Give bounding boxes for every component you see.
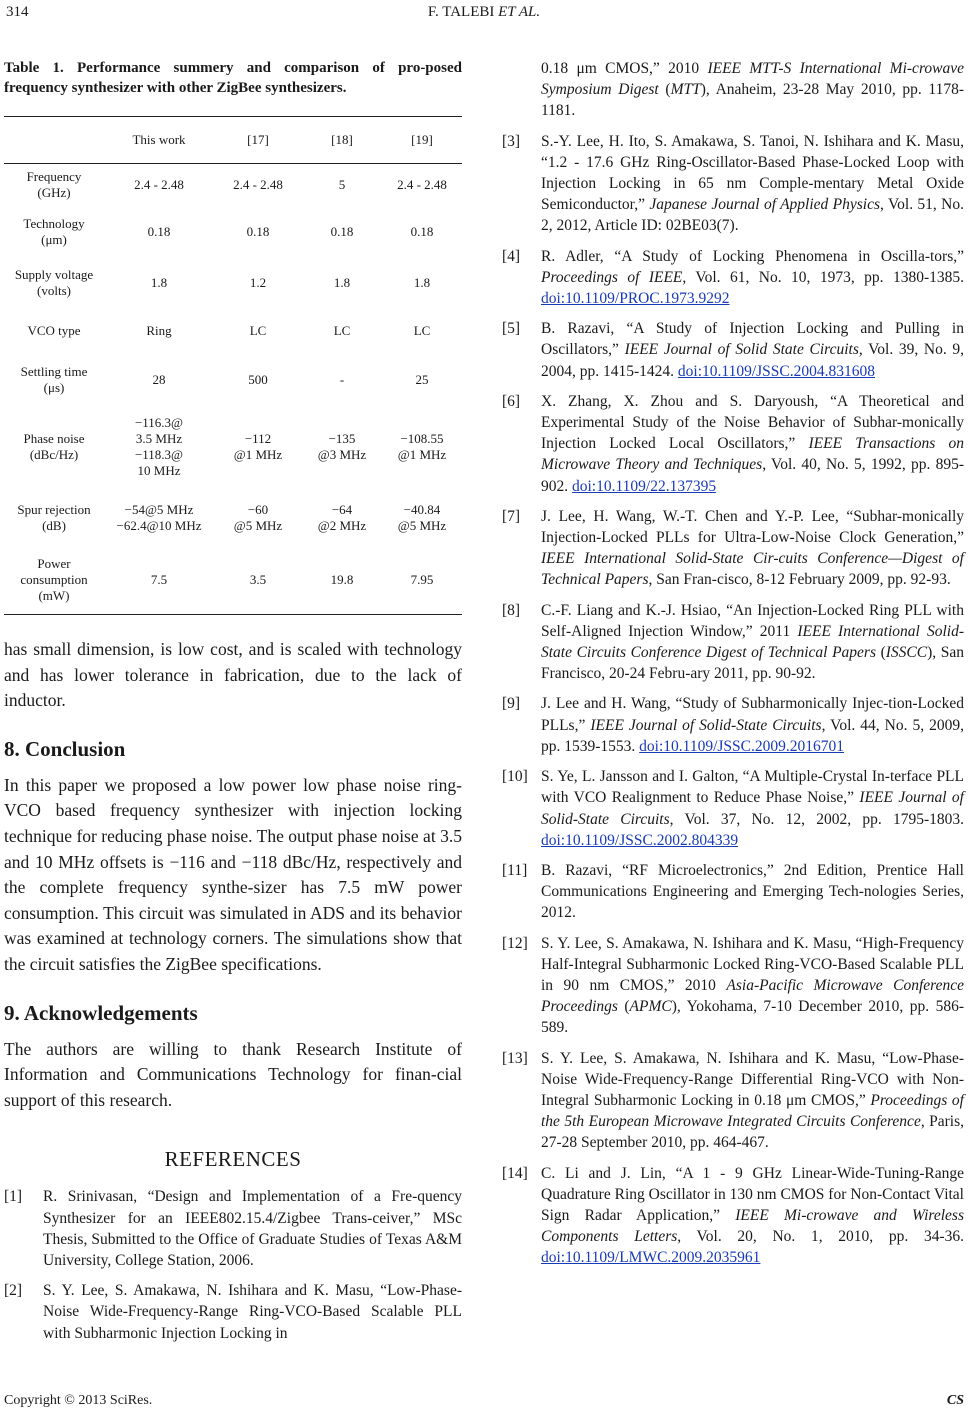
row-label-line: (μs) — [43, 379, 65, 395]
reference-text: , Vol. 40, No. 5, 1992, pp. 895-902. — [541, 456, 964, 495]
row-label-line: VCO type — [27, 323, 81, 338]
table-cell — [302, 257, 382, 308]
reference-number: [10] — [502, 768, 528, 786]
copyright-notice: Copyright © 2013 SciRes. — [4, 1393, 153, 1408]
row-label-cell — [4, 546, 104, 615]
page-header — [0, 0, 968, 40]
row-label-line: (dB) — [42, 517, 66, 533]
table-cell — [382, 546, 462, 615]
right-column — [502, 58, 964, 1278]
table-cell — [382, 164, 462, 207]
reference-text: 0.18 μm CMOS,” 2010 — [541, 60, 708, 77]
row-label-cell — [4, 206, 104, 257]
reference-number: [2] — [4, 1282, 23, 1300]
reference-number: [13] — [502, 1049, 528, 1067]
table-cell-line: @3 MHz — [317, 447, 367, 462]
references-heading: REFERENCES — [164, 1147, 302, 1172]
reference-venue: IEEE Journal of Solid State Circuits — [624, 341, 859, 359]
acknowledgements-heading: 9. Acknowledgements — [4, 1000, 198, 1025]
table-cell-line: 2.4 - 2.48 — [233, 177, 283, 192]
reference-text: S. Y. Lee, S. Amakawa, N. Ishihara and K. Masu, “Low-Phase-Noise Wide-Frequency-Range Ring-VCO-Based Scalable PLL with Subharmonic Injection Locking in — [43, 1282, 462, 1342]
table-cell-line: @1 MHz — [397, 447, 447, 462]
row-label-cell — [4, 308, 104, 354]
reference-text: S. Y. Lee, S. Amakawa, N. Ishihara and K. Masu, “High-Frequency Half-Integral Subharmonic Locked Ring-VCO-Based Scalable PLL in 90 nm CMOS,” 2010 — [541, 934, 964, 994]
table-cell — [302, 206, 382, 257]
doi-link[interactable]: doi:10.1109/LMWC.2009.2035961 — [541, 1249, 761, 1267]
table-row — [4, 308, 462, 354]
reference-venue: Proceedings of IEEE — [541, 268, 683, 286]
table-cell — [214, 308, 302, 354]
table-cell-line: LC — [413, 323, 431, 338]
table-caption: Table 1. Performance summery and comparison of pro-posed frequency synthesizer with other ZigBee synthesizers. — [4, 60, 462, 96]
reference-entry — [502, 391, 964, 497]
reference-venue: IEEE Journal of Solid-State Circuits — [590, 716, 822, 734]
doi-link[interactable]: doi:10.1109/PROC.1973.9292 — [541, 290, 730, 308]
table-cell-line: −54@5 MHz — [124, 501, 194, 517]
reference-number: [12] — [502, 934, 528, 952]
references-list-left — [4, 1186, 462, 1343]
conclusion-heading: 8. Conclusion — [4, 736, 126, 761]
row-label-line: Phase noise — [23, 431, 85, 446]
reference-venue: IEEE Mi-crowave and Wireless Components Letters — [541, 1206, 964, 1246]
doi-link[interactable]: doi:10.1109/JSSC.2002.804339 — [541, 831, 739, 849]
reference-number: [14] — [502, 1164, 528, 1182]
table-row — [4, 489, 462, 546]
table-cell-line: 3.5 — [249, 572, 267, 587]
conclusion-text: In this paper we proposed a low power low phase noise ring-VCO based frequency synthesizer with injection locking technique for reducing phase noise. The output phase noise at 3.5 and 10 MHz offsets is −116 and −118 dBc/Hz, respectively and the complete frequency synthe-sizer has 7.5 mW power consumption. This circuit was simulated in ADS and its behavior was examined at technology corners. The simulations show that the circuit satisfies the ZigBee specifications. — [4, 774, 462, 974]
reference-text: ), Yokohama, 7-10 December 2010, pp. 586-589. — [541, 998, 964, 1037]
reference-text: C. Li and J. Lin, “A 1 - 9 GHz Linear-Wide-Tuning-Range Quadrature Ring Oscillator in 130 nm CMOS for Non-Contact Vital Sign Radar Application,” — [541, 1164, 964, 1224]
table-cell-line: 1.8 — [150, 274, 168, 290]
reference-text: B. Razavi, “A Study of Injection Locking and Pulling in Oscillators,” — [541, 320, 964, 359]
reference-entry — [502, 246, 964, 310]
reference-venue: APMC — [629, 998, 672, 1016]
table-cell — [382, 489, 462, 546]
reference-number: [4] — [502, 247, 521, 265]
row-label-line: Frequency — [26, 169, 82, 184]
table-cell-line: @2 MHz — [317, 517, 367, 533]
row-label-line: Supply voltage — [14, 266, 94, 282]
table-cell-line: LC — [249, 323, 267, 338]
acknowledgements-text: The authors are willing to thank Research Institute of Information and Communications Technology for finan-cial support of this research. — [4, 1038, 462, 1110]
reference-number: [8] — [502, 601, 521, 619]
reference-text: C.-F. Liang and K.-J. Hsiao, “An Injection-Locked Ring PLL with Self-Aligned Injection Window,” 2011 — [541, 601, 964, 640]
table-cell-line: −40.84 — [403, 501, 441, 517]
table-cell — [214, 257, 302, 308]
reference-venue: Japanese Journal of Applied Physics — [649, 196, 880, 214]
table-cell-line: −135 — [328, 431, 356, 446]
table-cell-line: LC — [333, 323, 351, 338]
table-cell-line: 2.4 - 2.48 — [134, 177, 184, 192]
reference-text: S. Y. Lee, S. Amakawa, N. Ishihara and K. Masu, “Low-Phase-Noise Wide-Frequency-Range Differential Ring-VCO with Non-Integral Subharmonic Locking in 0.18 μm CMOS,” — [541, 1049, 964, 1109]
reference-text: , Vol. 51, No. 2, 2012, Article ID: 02BE03(7). — [541, 196, 964, 235]
row-label-line: (μm) — [41, 231, 67, 247]
table-cell — [382, 206, 462, 257]
reference-venue: IEEE International Solid-State Cir-cuits Conference—Digest of Technical Papers — [541, 550, 964, 589]
reference-number: [9] — [502, 695, 521, 713]
reference-entry — [502, 933, 964, 1039]
reference-text: R. Srinivasan, “Design and Implementation of a Fre-quency Synthesizer for an IEEE802.15.4/Zigbee Trans-ceiver,” MSc Thesis, Submitted to the Office of Graduate Studies of Texas A&M University, College Station, 2006. — [43, 1188, 462, 1269]
performance-table — [4, 116, 462, 615]
row-label-cell — [4, 405, 104, 489]
table-cell-line: 0.18 — [147, 223, 171, 239]
table-cell-line: −64 — [331, 501, 353, 517]
reference-entry — [502, 506, 964, 591]
table-cell-line: −62.4@10 MHz — [116, 517, 202, 533]
reference-text: X. Zhang, X. Zhou and S. Daryoush, “A Theoretical and Experimental Study of the Noise Behavior of Subhar-monically Injection Locked Local Oscillators,” — [541, 392, 964, 453]
table-row — [4, 354, 462, 405]
reference-venue: IEEE Journal of Solid-State Circuits — [541, 789, 964, 828]
reference-text: J. Lee, H. Wang, W.-T. Chen and Y.-P. Lee, “Subhar-monically Injection-Locked PLLs for Ultra-Low-Noise Clock Generation,” — [541, 507, 964, 547]
table-cell-line: 0.18 — [410, 223, 434, 239]
reference-entry — [502, 860, 964, 924]
table-cell — [214, 206, 302, 257]
table-cell-line: @5 MHz — [397, 517, 447, 533]
reference-text: B. Razavi, “RF Microelectronics,” 2nd Edition, Prentice Hall Communications Engineering and Emerging Tech-nologies Series, 2012. — [541, 861, 964, 922]
table-row — [4, 164, 462, 207]
table-cell-line: @5 MHz — [233, 517, 283, 533]
row-label-cell — [4, 257, 104, 308]
reference-entry — [4, 1280, 462, 1344]
table-header-cell: [18] — [302, 117, 382, 164]
table-header-cell: This work — [104, 117, 214, 164]
reference-entry — [502, 693, 964, 757]
table-cell — [104, 206, 214, 257]
row-label-cell — [4, 164, 104, 207]
row-label-line: (mW) — [38, 588, 70, 603]
table-cell — [302, 405, 382, 489]
reference-text: R. Adler, “A Study of Locking Phenomena in Oscilla-tors,” — [541, 247, 964, 265]
table-cell — [104, 546, 214, 615]
row-label-line: Technology — [23, 215, 85, 231]
doi-link[interactable]: doi:10.1109/JSSC.2004.831608 — [677, 362, 876, 380]
table-cell — [104, 308, 214, 354]
table-cell-line: −112 — [244, 431, 272, 446]
reference-text: S. Ye, L. Jansson and I. Galton, “A Multiple-Crystal In-terface PLL with VCO Realignment to Reduce Phase Noise,” — [541, 768, 964, 807]
reference-text: S.-Y. Lee, H. Ito, S. Amakawa, S. Tanoi, N. Ishihara and K. Masu, “1.2 - 17.6 GHz Ring-Oscillator-Based Phase-Locked Loop with Injection Locking in 65 nm Comple-mentary Metal Oxide Semiconductor,” — [541, 132, 964, 214]
reference-venue: IEEE International Solid-State Circuits Conference Digest of Technical Papers — [541, 622, 964, 662]
reference-number: [5] — [502, 320, 521, 338]
row-label-line: Spur rejection — [17, 501, 91, 517]
reference-entry — [502, 766, 964, 851]
journal-abbreviation: CS — [946, 1393, 964, 1408]
table-header-cell — [4, 117, 104, 164]
table-cell-line: 500 — [248, 371, 268, 387]
reference-entry — [502, 1048, 964, 1154]
reference-text: , Vol. 61, No. 10, 1973, pp. 1380-1385. — [682, 268, 964, 286]
table-cell-line: 10 MHz — [137, 463, 181, 478]
reference-venue: IEEE MTT-S International Mi-crowave Symposium Digest — [541, 60, 964, 99]
table-cell-line: Ring — [146, 323, 172, 338]
row-label-line: (volts) — [37, 282, 71, 298]
table-cell-line: −116.3@ — [134, 415, 184, 430]
reference-number: [1] — [4, 1188, 23, 1206]
table-cell — [382, 308, 462, 354]
table-cell-line: 2.4 - 2.48 — [397, 177, 447, 192]
table-cell-line: 1.8 — [333, 274, 351, 290]
table-cell-line: 0.18 — [330, 223, 354, 239]
table-cell — [302, 164, 382, 207]
reference-venue: IEEE Transactions on Microwave Theory and Techniques — [541, 435, 964, 474]
table-header-cell: [19] — [382, 117, 462, 164]
row-label-cell — [4, 354, 104, 405]
reference-entry — [502, 58, 964, 122]
table-cell-line: 5 — [338, 177, 346, 192]
reference-text: J. Lee and H. Wang, “Study of Subharmonically Injec-tion-Locked PLLs,” — [541, 695, 964, 734]
reference-venue: Asia-Pacific Microwave Conference Proceedings — [541, 976, 965, 1016]
table-cell-line: 28 — [152, 371, 166, 387]
reference-number: [7] — [502, 507, 521, 525]
table-cell — [382, 405, 462, 489]
running-head-etal: ET AL. — [498, 4, 541, 20]
left-column — [4, 58, 462, 1353]
table-cell — [214, 164, 302, 207]
table-cell-line: 25 — [415, 371, 429, 387]
reference-text: , Vol. 37, No. 12, 2002, pp. 1795-1803. — [669, 810, 964, 828]
table-header-row — [4, 117, 462, 164]
table-cell-line: 3.5 MHz — [135, 431, 183, 446]
table-cell-line: 1.8 — [413, 274, 431, 290]
reference-venue: Proceedings of the 5th European Microwave Integrated Circuits Conference — [541, 1091, 964, 1131]
table-row — [4, 257, 462, 308]
row-label-line: Power — [37, 556, 71, 571]
reference-entry — [4, 1186, 462, 1271]
reference-number: [6] — [502, 392, 521, 410]
table-cell-line: 0.18 — [246, 223, 270, 239]
intro-continuation: has small dimension, is low cost, and is scaled with technology and has lower tolerance in fabrication, due to the lack of inductor. — [4, 639, 462, 711]
running-head — [0, 4, 968, 21]
table-cell — [382, 257, 462, 308]
reference-venue: MTT — [670, 81, 701, 99]
reference-text: , San Fran-cisco, 8-12 February 2009, pp. 92-93. — [648, 571, 951, 589]
table-cell — [104, 405, 214, 489]
table-header-cell: [17] — [214, 117, 302, 164]
table-cell — [104, 164, 214, 207]
table-row — [4, 405, 462, 489]
reference-text: ), San Francisco, 20-24 Febru-ary 2011, pp. 90-92. — [541, 644, 964, 683]
table-cell — [214, 546, 302, 615]
row-label-line: Settling time — [20, 363, 88, 379]
reference-text: ( — [617, 998, 630, 1016]
table-row — [4, 206, 462, 257]
row-label-cell — [4, 489, 104, 546]
reference-text: ( — [875, 644, 886, 662]
table-cell — [214, 354, 302, 405]
references-list-right — [502, 58, 964, 1269]
doi-link[interactable]: doi:10.1109/JSSC.2009.2016701 — [639, 737, 845, 755]
table-cell — [302, 308, 382, 354]
page-number: 314 — [6, 4, 29, 20]
reference-number: [3] — [502, 132, 521, 150]
reference-entry — [502, 131, 964, 237]
table-cell-line: 7.95 — [410, 572, 434, 587]
table-cell-line: −108.55 — [400, 431, 444, 446]
running-head-authors: F. TALEBI — [427, 4, 495, 20]
doi-link[interactable]: doi:10.1109/22.137395 — [572, 477, 717, 495]
reference-text: , Vol. 44, No. 5, 2009, pp. 1539-1553. — [541, 716, 964, 755]
reference-venue: ISSCC — [885, 644, 928, 662]
reference-entry — [502, 600, 964, 685]
table-cell-line: −60 — [247, 501, 269, 517]
table-cell — [382, 354, 462, 405]
table-cell-line: −118.3@ — [134, 447, 184, 462]
table-cell — [104, 489, 214, 546]
table-cell — [104, 257, 214, 308]
table-cell-line: - — [339, 371, 345, 387]
table-cell-line: @1 MHz — [233, 447, 283, 462]
table-cell — [302, 546, 382, 615]
row-label-line: (dBc/Hz) — [29, 447, 79, 462]
reference-entry — [502, 1163, 964, 1269]
table-cell-line: 7.5 — [150, 572, 168, 587]
reference-text: ( — [658, 81, 671, 99]
reference-text: , Paris, 27-28 September 2010, pp. 464-467. — [541, 1113, 965, 1152]
row-label-line: consumption — [20, 572, 88, 587]
table-cell — [214, 489, 302, 546]
reference-text: ), Anaheim, 23-28 May 2010, pp. 1178-1181. — [541, 81, 964, 120]
table-cell — [302, 489, 382, 546]
reference-text: , Vol. 39, No. 9, 2004, pp. 1415-1424. — [541, 341, 964, 380]
table-row — [4, 546, 462, 615]
table-cell — [214, 405, 302, 489]
row-label-line: (GHz) — [37, 185, 71, 200]
table-cell — [302, 354, 382, 405]
reference-entry — [502, 318, 964, 382]
reference-number: [11] — [502, 861, 528, 879]
table-cell — [104, 354, 214, 405]
page-footer — [4, 1393, 964, 1409]
reference-text: , Vol. 20, No. 1, 2010, pp. 34-36. — [677, 1228, 965, 1246]
table-cell-line: 1.2 — [249, 274, 267, 290]
table-cell-line: 19.8 — [330, 572, 354, 587]
